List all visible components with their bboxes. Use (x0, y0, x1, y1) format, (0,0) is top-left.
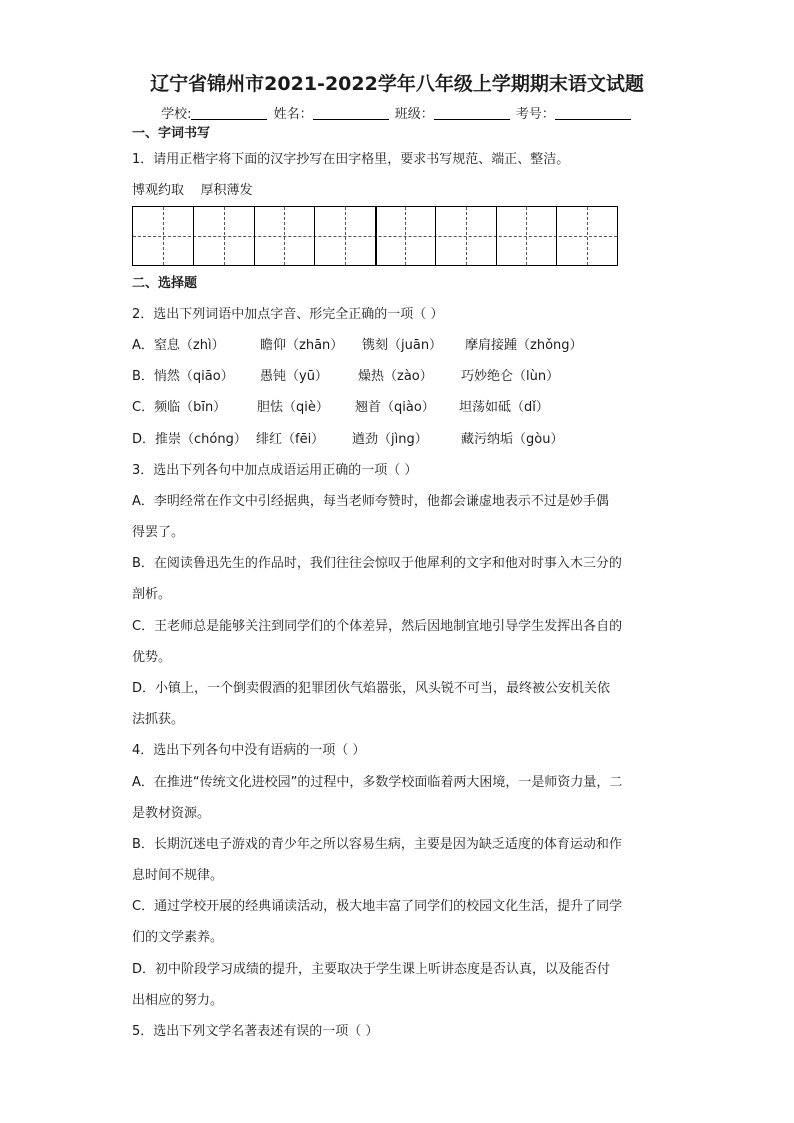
grid-line (526, 207, 527, 265)
q3-option-a-cont: 得罢了。 (132, 525, 185, 540)
name-label: 姓名： (273, 107, 313, 122)
q4-option-c-cont: 们的文学素养。 (132, 930, 224, 945)
q3-option-b-cont: 剖析。 (132, 587, 172, 602)
grid-line (284, 207, 285, 265)
tianzige-grid[interactable] (132, 206, 618, 266)
q4-option-d-cont: 出相应的努力。 (132, 993, 224, 1008)
q3-option-c[interactable]: C．王老师总是能够关注到同学们的个体差异，然后因地制宜地引导学生发挥出各自的 (132, 619, 623, 634)
grid-line (556, 207, 557, 265)
q2-option-b[interactable]: B．悄然（qiāo） 愚钝（yū） 燥热（zào） 巧妙绝仑（lùn） (132, 369, 560, 384)
grid-line (193, 207, 194, 265)
q4-option-b[interactable]: B．长期沉迷电子游戏的青少年之所以容易生病，主要是因为缺乏适度的体育运动和作 (132, 837, 622, 852)
q4-option-a-cont: 是教材资源。 (132, 806, 211, 821)
grid-line (435, 207, 436, 265)
question-4: 4．选出下列各句中没有语病的一项（ ） (132, 743, 366, 758)
question-3: 3．选出下列各句中加点成语运用正确的一项（ ） (132, 463, 418, 478)
class-label: 班级： (394, 107, 434, 122)
grid-line (587, 207, 588, 265)
examno-blank[interactable] (555, 107, 631, 120)
q3-option-d-cont: 法抓获。 (132, 712, 185, 727)
question-2: 2．选出下列词语中加点字音、形完全正确的一项（ ） (132, 307, 444, 322)
grid-line (405, 207, 406, 265)
name-blank[interactable] (313, 107, 389, 120)
q4-option-d[interactable]: D．初中阶段学习成绩的提升，主要取决于学生课上听讲态度是否认真，以及能否付 (132, 962, 611, 977)
student-info-line (0, 103, 794, 122)
grid-line (466, 207, 467, 265)
q2-option-c[interactable]: C．频临（bīn） 胆怯（qiè） 翘首（qiào） 坦荡如砥（dǐ） (132, 400, 549, 415)
grid-line (496, 207, 497, 265)
grid-line (375, 207, 377, 265)
q3-option-d[interactable]: D．小镇上，一个倒卖假酒的犯罪团伙气焰嚣张，风头锐不可当，最终被公安机关依 (132, 681, 611, 696)
q2-option-d[interactable]: D．推崇（chóng） 绯红（fēi） 遒劲（jìng） 藏污纳垢（gòu） (132, 432, 564, 447)
page-title: 辽宁省锦州市2021-2022学年八年级上学期期末语文试题 (150, 73, 644, 95)
q4-option-b-cont: 息时间不规律。 (132, 868, 224, 883)
q4-option-a[interactable]: A．在推进“传统文化进校园”的过程中，多数学校面临着两大困境，一是师资力量，二 (132, 775, 623, 790)
q4-option-c[interactable]: C．通过学校开展的经典诵读活动，极大地丰富了同学们的校园文化生活，提升了同学 (132, 899, 623, 914)
examno-label: 考号： (515, 107, 555, 122)
grid-line (314, 207, 315, 265)
grid-line (163, 207, 164, 265)
school-blank[interactable] (191, 107, 267, 120)
q3-option-b[interactable]: B．在阅读鲁迅先生的作品时，我们往往会惊叹于他犀利的文字和他对时事入木三分的 (132, 556, 622, 571)
q3-option-c-cont: 优势。 (132, 650, 172, 665)
grid-line (345, 207, 346, 265)
question-5: 5．选出下列文学名著表述有误的一项（ ） (132, 1024, 379, 1039)
class-blank[interactable] (434, 107, 510, 120)
grid-line (224, 207, 225, 265)
copy-words: 博观约取 厚积薄发 (132, 183, 253, 198)
q2-option-a[interactable]: A．窒息（zhì） 瞻仰（zhān） 镌刻（juān） 摩肩接踵（zhǒng） (132, 338, 583, 353)
section-heading-1: 一、字词书写 (132, 126, 211, 141)
grid-line (254, 207, 255, 265)
question-1: 1．请用正楷字将下面的汉字抄写在田字格里，要求书写规范、端正、整洁。 (132, 152, 570, 167)
section-heading-2: 二、选择题 (132, 276, 198, 291)
school-label: 学校: (161, 107, 192, 122)
q3-option-a[interactable]: A．李明经常在作文中引经据典，每当老师夸赞时，他都会谦虚地表示不过是妙手偶 (132, 494, 609, 509)
